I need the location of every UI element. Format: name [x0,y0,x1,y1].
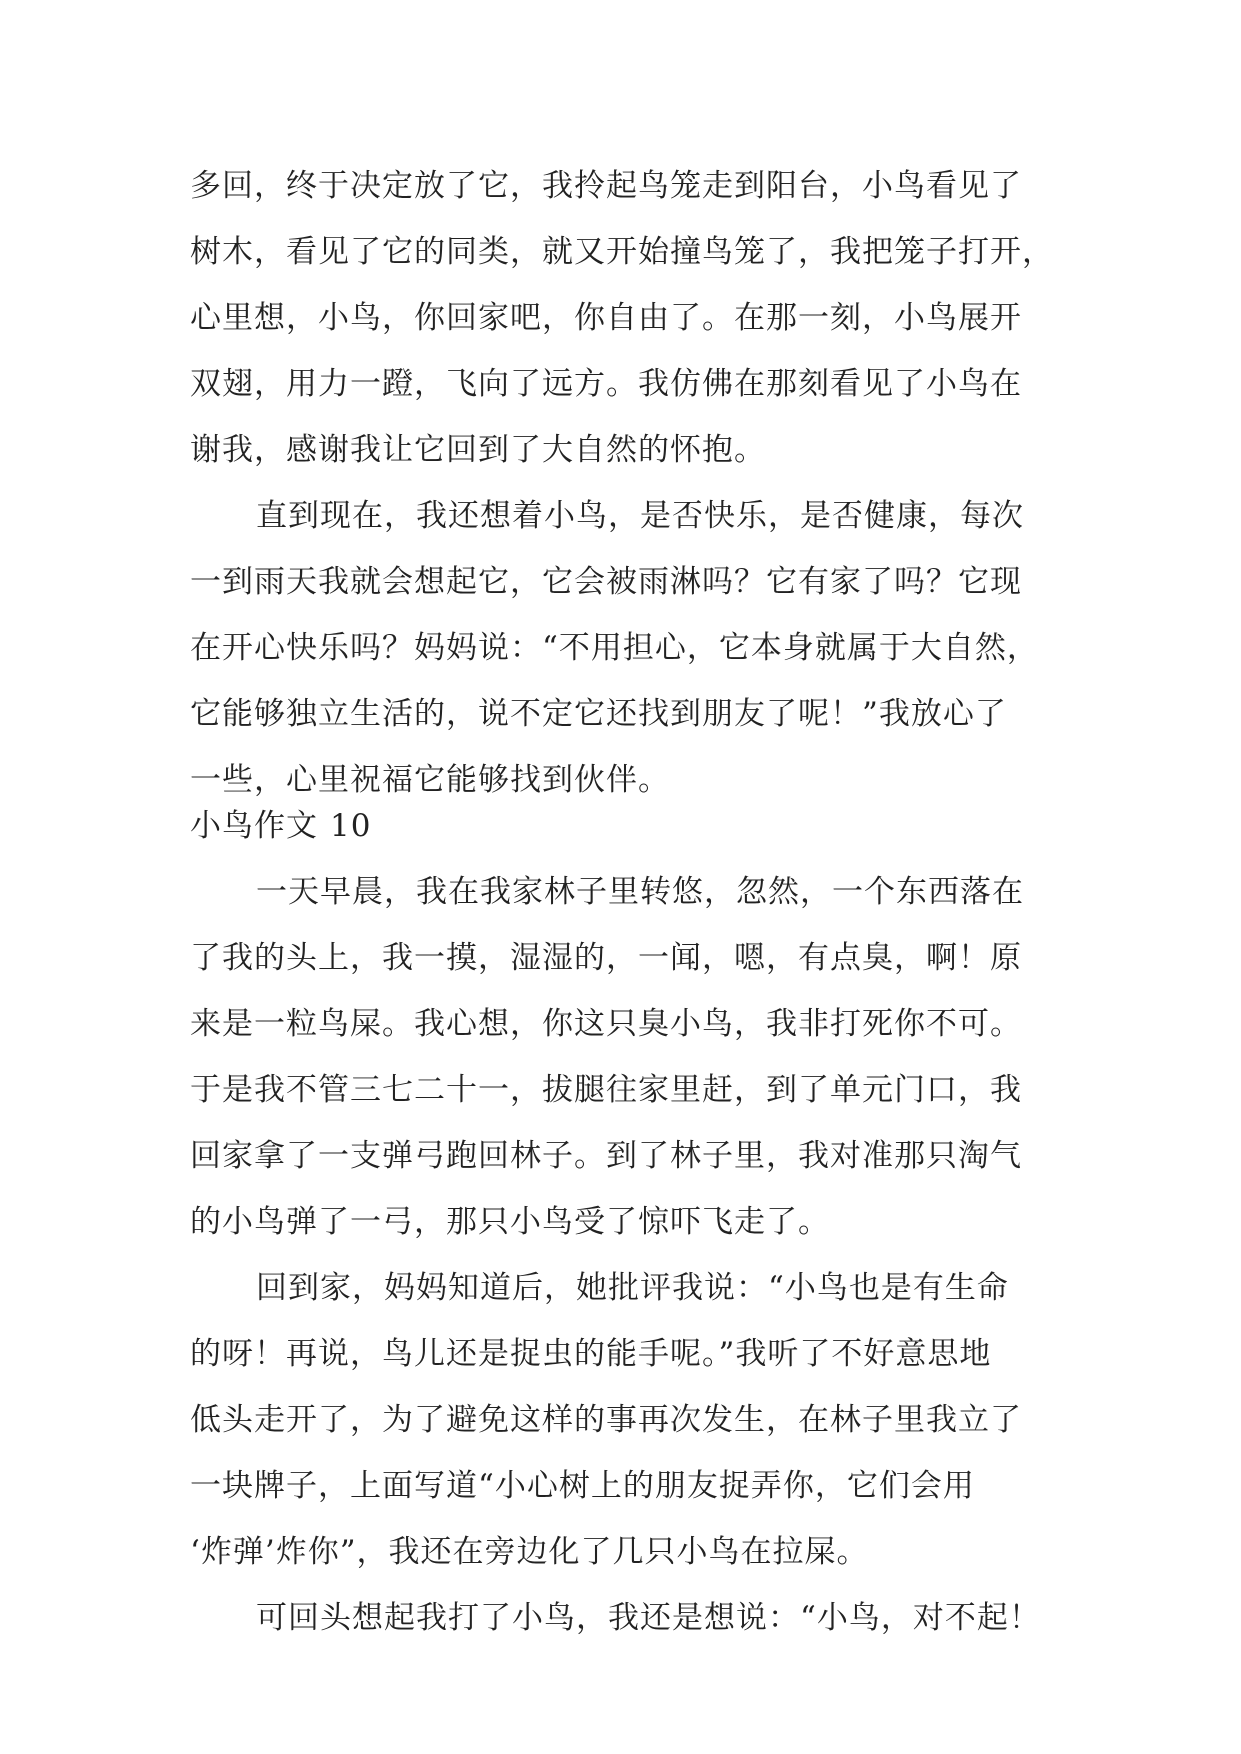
section-title [190,793,371,859]
text-line: ‘炸弹’炸你”，我还在旁边化了几只小鸟在拉屎。 [190,1534,869,1570]
paragraph [190,1255,1070,1585]
story-text-block-2 [190,859,1070,1651]
text-line: 回到家，妈妈知道后，她批评我说：“小鸟也是有生命 [256,1270,1009,1306]
text-line: 的小鸟弹了一弓，那只小鸟受了惊吓飞走了。 [190,1204,830,1240]
text-line: 可回头想起我打了小鸟，我还是想说：“小鸟，对不起！ [256,1600,1041,1636]
text-line: 来是一粒鸟屎。我心想，你这只臭小鸟，我非打死你不可。 [190,1006,1022,1042]
text-line: 一块牌子，上面写道“小心树上的朋友捉弄你，它们会用 [190,1468,975,1504]
paragraph [190,859,1070,1255]
text-line: 多回，终于决定放了它，我拎起鸟笼走到阳台，小鸟看见了 [190,168,1022,204]
text-line: 谢我，感谢我让它回到了大自然的怀抱。 [190,432,766,468]
paragraph [190,153,1070,483]
story-text-block-1 [190,153,1070,813]
text-line: 心里想，小鸟，你回家吧，你自由了。在那一刻，小鸟展开 [190,300,1022,336]
text-line: 回家拿了一支弹弓跑回林子。到了林子里，我对准那只淘气 [190,1138,1022,1174]
text-line: 一到雨天我就会想起它，它会被雨淋吗？它有家了吗？它现 [190,564,1022,600]
text-line: 双翅，用力一蹬，飞向了远方。我仿佛在那刻看见了小鸟在 [190,366,1022,402]
section-title-text: 小鸟作文 [190,808,318,844]
paragraph [190,483,1070,813]
text-line: 了我的头上，我一摸，湿湿的，一闻，嗯，有点臭，啊！原 [190,940,1022,976]
section-number: 10 [330,808,372,844]
paragraph [190,1585,1070,1651]
text-line: 于是我不管三七二十一，拔腿往家里赶，到了单元门口，我 [190,1072,1022,1108]
text-line: 它能够独立生活的，说不定它还找到朋友了呢！”我放心了 [190,696,1007,732]
text-line: 低头走开了，为了避免这样的事再次发生，在林子里我立了 [190,1402,1022,1438]
text-line: 的呀！再说，鸟儿还是捉虫的能手呢。”我听了不好意思地 [190,1336,992,1372]
text-line: 在开心快乐吗？妈妈说：“不用担心，它本身就属于大自然， [190,630,1039,666]
text-line: 一天早晨，我在我家林子里转悠，忽然，一个东西落在 [256,874,1024,910]
text-line: 直到现在，我还想着小鸟，是否快乐，是否健康，每次 [256,498,1024,534]
text-line: 树木，看见了它的同类，就又开始撞鸟笼了，我把笼子打开， [190,234,1054,270]
text-line: 一些，心里祝福它能够找到伙伴。 [190,762,670,798]
